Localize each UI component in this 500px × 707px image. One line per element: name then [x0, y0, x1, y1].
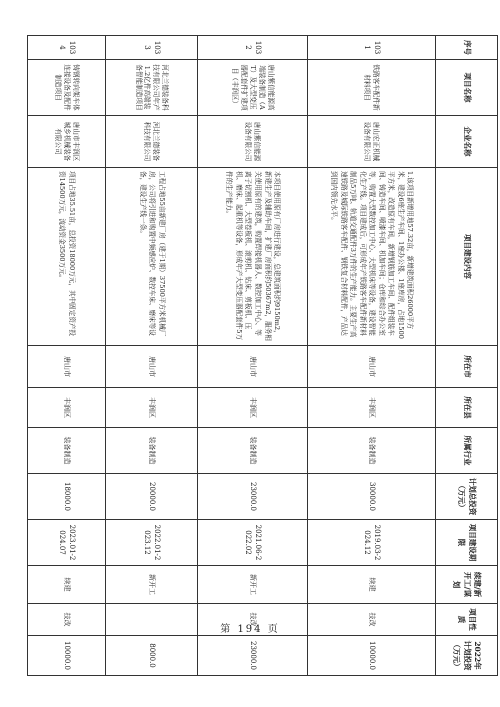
cell-type: 续建	[28, 566, 106, 604]
cell-industry: 装备制造	[106, 428, 198, 474]
cell-company: 河北兰德装备科技有限公司	[106, 116, 198, 168]
cell-content: 本项目使用原有厂房进行建设，总建筑面积约9150m2，新建生产及辅助车间，扩建厂房面积约50367m2，服务相关使用原有的建筑，购置焊接机器人、数控加工中心、等离子切割机、大型卷板机、滚剪机、钻床、剪板机、压机、磨床、起重机等设备，形成年产大型变压器配套件5万件的生产能力。	[198, 168, 308, 346]
header-seq: 序号	[436, 36, 498, 60]
cell-county: 丰润区	[198, 388, 308, 428]
cell-content: 1.该项目新增用地57.32亩，新增建筑面积26000平方米，建设6座生产车间、1座办公楼、1座库房，占地1500平方米，改造原有车间，新增钢筋加工车间、配件组装车间、铸造车间、喷漆车间、机加车间；仓库和综合办公室等，购置大型数控加工中心、大型机床等设备，建设智能化生产线。项目建成后，可形成年产铁路客车配件新材料制品5万吨、轨道交通配件3万件的生产能力。主要生产高速铁路及城际铁路客车配件、钢铁复合材料配件，产品达到国内领先水平。	[308, 168, 436, 346]
rotated-table-container	[28, 35, 498, 675]
cell-city: 唐山市	[198, 346, 308, 388]
cell-seq: 1033	[106, 36, 198, 60]
cell-type: 新开工	[198, 566, 308, 604]
header-name: 项目名称	[436, 60, 498, 116]
cell-invest: 23000.0	[198, 474, 308, 520]
cell-company: 唐山市丰润区城乡机械装备有限公司	[28, 116, 106, 168]
header-plan2022: 2022年计划投资（万元）	[436, 636, 498, 676]
project-table	[27, 35, 498, 676]
cell-type: 新开工	[106, 566, 198, 604]
cell-seq: 1031	[308, 36, 436, 60]
page-number: 第 194 页	[220, 624, 280, 635]
cell-nature: 技改	[308, 604, 436, 636]
cell-invest: 30000.0	[308, 474, 436, 520]
cell-content: 工程占地55亩新建厂房（建于1期）37500平方米机械厂房，公司将引进和购置中频感应炉、数控车床、磨床等设备，建设生产线一条。	[106, 168, 198, 346]
cell-name: 唐山紫信能源高端装备制造（AT）及大型变压器配套件扩建项目（丰润区）	[198, 60, 308, 116]
cell-city: 唐山市	[308, 346, 436, 388]
header-row	[436, 36, 498, 676]
header-nature: 项目性质	[436, 604, 498, 636]
cell-county: 丰润区	[308, 388, 436, 428]
table-row	[28, 36, 106, 676]
cell-county: 丰润区	[106, 388, 198, 428]
cell-content: 项目占地35.51亩，总投资18000万元，其中固定资产投资14500万元，流动资金3500万元。	[28, 168, 106, 346]
cell-name: 铸钢转向架车体连接设备及配件制造项目	[28, 60, 106, 116]
cell-city: 唐山市	[106, 346, 198, 388]
cell-type: 续建	[308, 566, 436, 604]
table-row	[106, 36, 198, 676]
cell-plan2022: 8000.0	[106, 636, 198, 676]
cell-period: 2019.03-2024.12	[308, 520, 436, 566]
cell-name: 铁路客车配件新材料项目	[308, 60, 436, 116]
cell-name: 河北兰德装备科技有限公司年产1.2亿件高端装备智能制造项目	[106, 60, 198, 116]
header-invest: 计划总投资（万元）	[436, 474, 498, 520]
cell-plan2022: 23000.0	[198, 636, 308, 676]
cell-invest: 18000.0	[28, 474, 106, 520]
header-type: 续建/新开工/谋划	[436, 566, 498, 604]
header-county: 所在县	[436, 388, 498, 428]
cell-nature: 技改	[28, 604, 106, 636]
cell-company: 唐山宏正机械设备有限公司	[308, 116, 436, 168]
cell-period: 2023.01-2024.07	[28, 520, 106, 566]
cell-county: 丰润区	[28, 388, 106, 428]
table-row	[308, 36, 436, 676]
cell-period: 2022.01-2023.12	[106, 520, 198, 566]
cell-nature: 技改	[198, 604, 308, 636]
header-company: 企业名称	[436, 116, 498, 168]
header-period: 项目建设期限	[436, 520, 498, 566]
cell-plan2022: 10000.0	[28, 636, 106, 676]
cell-plan2022: 10000.0	[308, 636, 436, 676]
header-content: 项目建设内容	[436, 168, 498, 346]
cell-industry: 装备制造	[198, 428, 308, 474]
header-city: 所在市	[436, 346, 498, 388]
header-industry: 所属行业	[436, 428, 498, 474]
cell-invest: 20000.0	[106, 474, 198, 520]
cell-seq: 1034	[28, 36, 106, 60]
table-row	[198, 36, 308, 676]
cell-seq: 1032	[198, 36, 308, 60]
cell-company: 唐山紫信能源设备有限公司	[198, 116, 308, 168]
cell-industry: 装备制造	[28, 428, 106, 474]
cell-period: 2021.06-2022.02	[198, 520, 308, 566]
cell-industry: 装备制造	[308, 428, 436, 474]
cell-city: 唐山市	[28, 346, 106, 388]
